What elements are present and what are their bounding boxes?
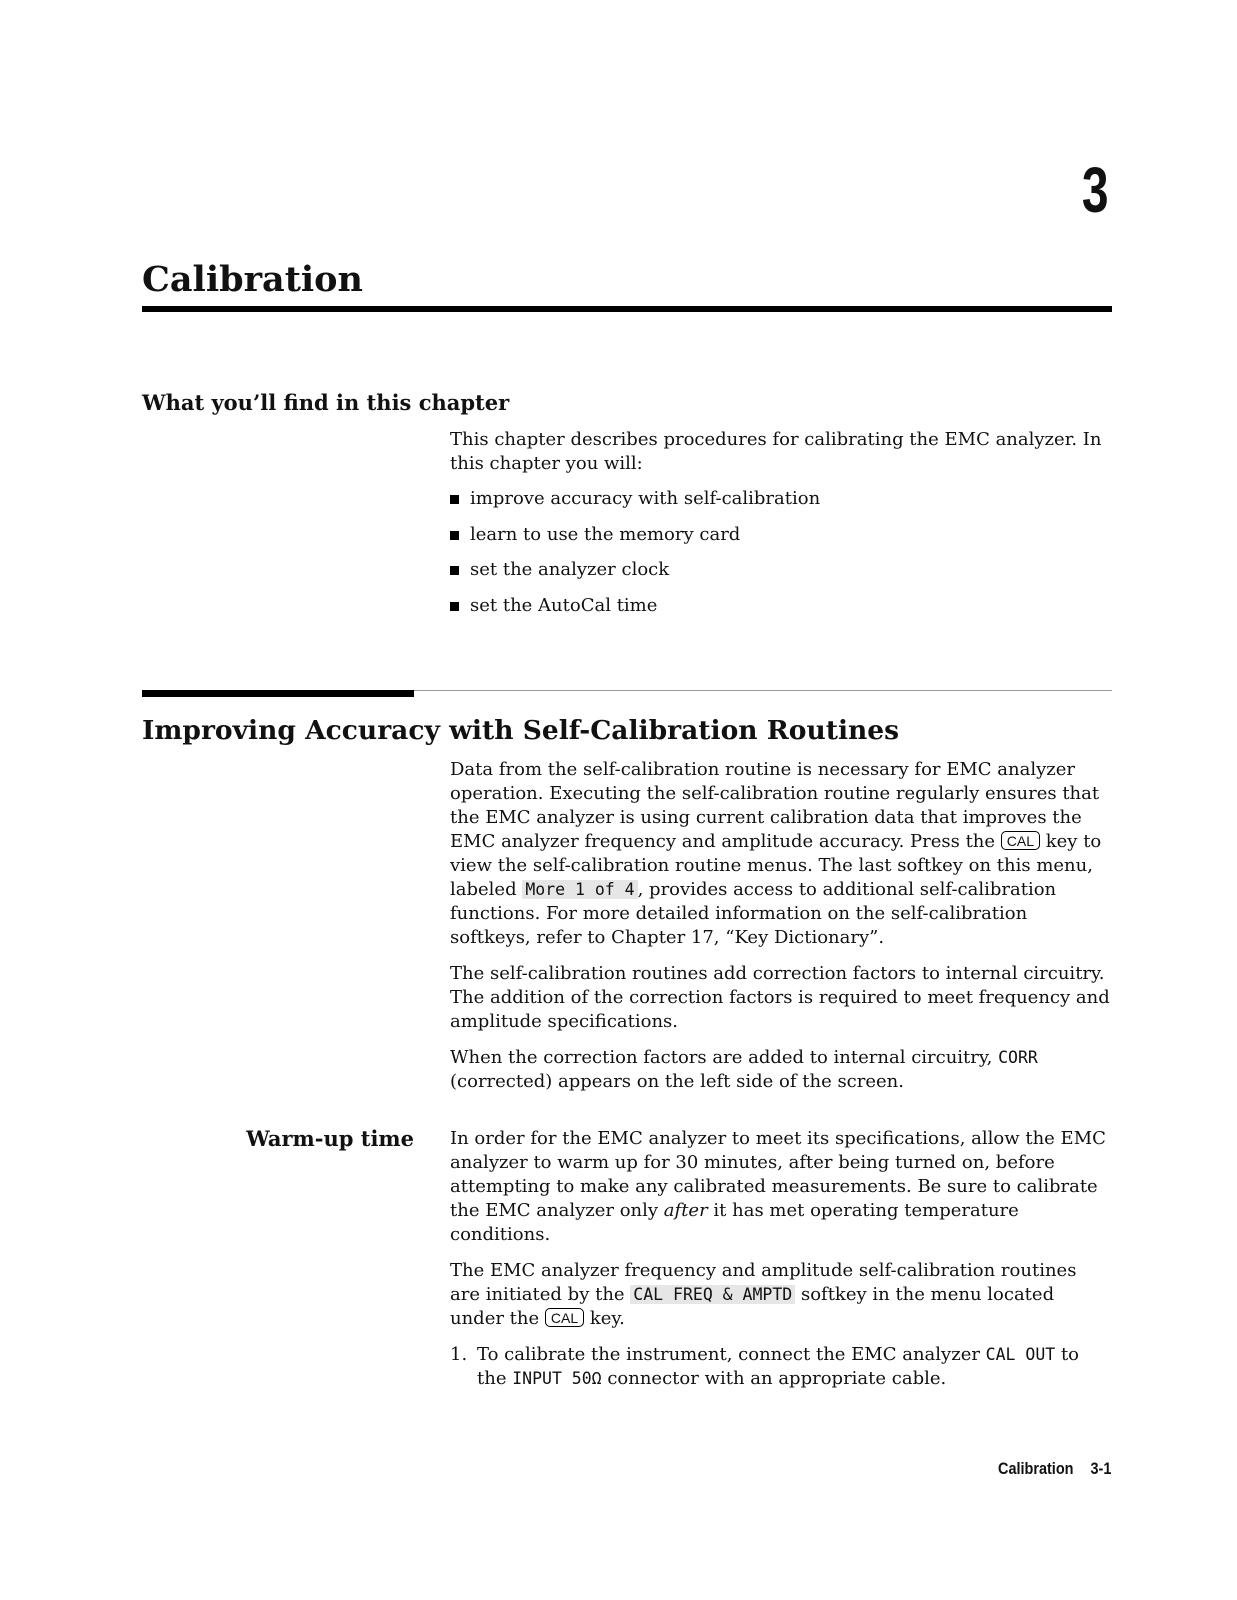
intro-body — [450, 428, 1112, 629]
section-body — [450, 758, 1112, 1094]
page-footer — [998, 1458, 1111, 1480]
bullet-icon — [450, 566, 459, 575]
list-item-text: set the AutoCal time — [470, 594, 658, 616]
chapter-number: 3 — [1082, 154, 1109, 226]
footer-chapter-label: Calibration — [997, 1459, 1074, 1478]
warmup-paragraph-2: The EMC analyzer frequency and amplitude self-calibration routines are initiated by the CAL FREQ & AMPTD softkey in the menu located under the CAL key. — [450, 1260, 1077, 1329]
list-item — [450, 558, 1112, 594]
section-title: Improving Accuracy with Self-Calibration Routines — [142, 715, 900, 746]
section-paragraph-2: The self-calibration routines add correction factors to internal circuitry. The addition of the correction factors is required to meet frequency and amplitude specifications. — [450, 963, 1110, 1032]
section-rule-thick — [142, 690, 414, 697]
chapter-title: Calibration — [142, 259, 363, 300]
list-item-text: improve accuracy with self-calibration — [470, 488, 821, 509]
cal-freq-amptd-softkey: CAL FREQ & AMPTD — [630, 1285, 795, 1304]
emphasis-after: after — [663, 1200, 708, 1221]
bullet-icon — [450, 495, 459, 504]
list-item-text: set the analyzer clock — [470, 559, 670, 580]
page-number: 3-1 — [1090, 1459, 1111, 1478]
list-item — [450, 594, 1112, 630]
section-paragraph-3: When the correction factors are added to internal circuitry, CORR (corrected) appears on the left side of the screen. — [450, 1047, 1038, 1092]
list-item — [450, 487, 1112, 523]
corr-indicator: CORR — [998, 1048, 1038, 1067]
title-rule — [142, 306, 1112, 312]
intro-lead: This chapter describes procedures for calibrating the EMC analyzer. In this chapter you will: — [450, 429, 1102, 474]
section-rule-thin — [414, 690, 1112, 691]
intro-bullet-list — [450, 487, 1112, 629]
list-item — [450, 523, 1112, 559]
warmup-paragraph-1: In order for the EMC analyzer to meet its specifications, allow the EMC analyzer to warm up for 30 minutes, after being turned on, before attempting to make any calibrated measurements. Be sure to calibrate the EMC analyzer only after it has met operating temperature conditions. — [450, 1128, 1106, 1245]
step-number: 1. — [450, 1344, 468, 1365]
warmup-body — [450, 1127, 1112, 1391]
cal-out-connector: CAL OUT — [985, 1345, 1056, 1364]
warmup-heading: Warm-up time — [246, 1126, 414, 1151]
input-50-ohm-connector: INPUT 50Ω — [512, 1369, 602, 1388]
step-text: To calibrate the instrument, connect the EMC analyzer CAL OUT to the INPUT 50Ω connector with an appropriate cable. — [477, 1344, 1080, 1389]
intro-heading: What you’ll find in this chapter — [142, 390, 510, 415]
bullet-icon — [450, 531, 459, 540]
section-paragraph-1: Data from the self-calibration routine is necessary for EMC analyzer operation. Executing the self-calibration routine regularly ensures that the EMC analyzer is using current calibration data that improves the EMC analyzer frequency and amplitude accuracy. Press the CAL key to view the self-calibration routine menus. The last softkey on this menu, labeled More 1 of 4 , provides access to additional self-calibration functions. For more detailed information on the self-calibration softkeys, refer to Chapter 17, “Key Dictionary”. — [450, 759, 1102, 948]
list-item-text: learn to use the memory card — [470, 523, 741, 545]
bullet-icon — [450, 602, 459, 611]
cal-key: CAL — [1001, 831, 1040, 850]
cal-key: CAL — [545, 1308, 584, 1327]
more-1-of-4-softkey: More 1 of 4 — [522, 880, 637, 899]
step-1 — [450, 1343, 1112, 1391]
